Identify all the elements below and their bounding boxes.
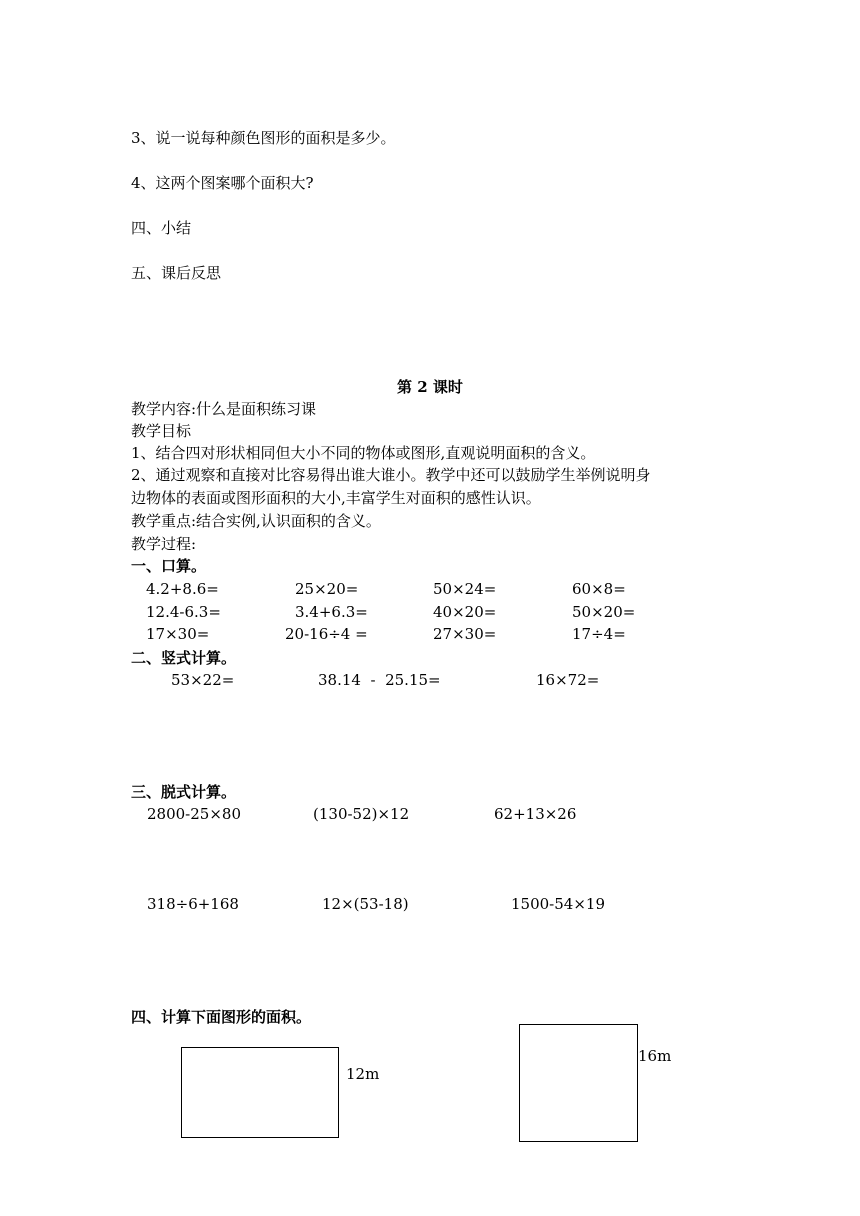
rectangle-side-label: 12m — [346, 1065, 380, 1083]
square-side-label: 16m — [638, 1047, 672, 1065]
item-3: 3、说一说每种颜色图形的面积是多少。 — [131, 129, 396, 147]
goal-heading: 教学目标 — [131, 422, 192, 440]
section-reflection: 五、课后反思 — [131, 264, 222, 282]
oral-item: 25×20= — [295, 580, 359, 598]
oral-item: 12.4-6.3= — [146, 603, 221, 621]
process-heading: 教学过程: — [131, 535, 197, 553]
stepwise-item: (130-52)×12 — [313, 805, 410, 823]
item-4: 4、这两个图案哪个面积大? — [131, 174, 314, 192]
oral-heading: 一、口算。 — [131, 557, 207, 575]
oral-item: 40×20= — [433, 603, 497, 621]
area-heading: 四、计算下面图形的面积。 — [131, 1008, 312, 1026]
goal-1: 1、结合四对形状相同但大小不同的物体或图形,直观说明面积的含义。 — [131, 444, 596, 462]
stepwise-item: 318÷6+168 — [147, 895, 239, 913]
vertical-item: 53×22= — [171, 671, 235, 689]
stepwise-item: 2800-25×80 — [147, 805, 241, 823]
vertical-heading: 二、竖式计算。 — [131, 649, 237, 667]
vertical-item: 16×72= — [536, 671, 600, 689]
vertical-item: 38.14 - 25.15= — [318, 671, 441, 689]
oral-item: 17÷4= — [572, 625, 626, 643]
oral-item: 20-16÷4 = — [285, 625, 368, 643]
stepwise-heading: 三、脱式计算。 — [131, 783, 237, 801]
oral-item: 50×24= — [433, 580, 497, 598]
oral-item: 50×20= — [572, 603, 636, 621]
goal-2-line-1: 2、通过观察和直接对比容易得出谁大谁小。教学中还可以鼓励学生举例说明身 — [131, 466, 651, 484]
oral-item: 17×30= — [146, 625, 210, 643]
oral-item: 60×8= — [572, 580, 626, 598]
oral-item: 4.2+8.6= — [146, 580, 219, 598]
section-summary: 四、小结 — [131, 219, 192, 237]
oral-item: 3.4+6.3= — [295, 603, 368, 621]
square-figure — [519, 1024, 638, 1142]
oral-item: 27×30= — [433, 625, 497, 643]
rectangle-figure — [181, 1047, 339, 1138]
lesson-content: 教学内容:什么是面积练习课 — [131, 400, 317, 418]
key-point: 教学重点:结合实例,认识面积的含义。 — [131, 512, 381, 530]
stepwise-item: 12×(53-18) — [322, 895, 409, 913]
stepwise-item: 1500-54×19 — [511, 895, 605, 913]
lesson-title: 第 2 课时 — [397, 378, 463, 396]
stepwise-item: 62+13×26 — [494, 805, 577, 823]
goal-2-line-2: 边物体的表面或图形面积的大小,丰富学生对面积的感性认识。 — [131, 489, 541, 507]
